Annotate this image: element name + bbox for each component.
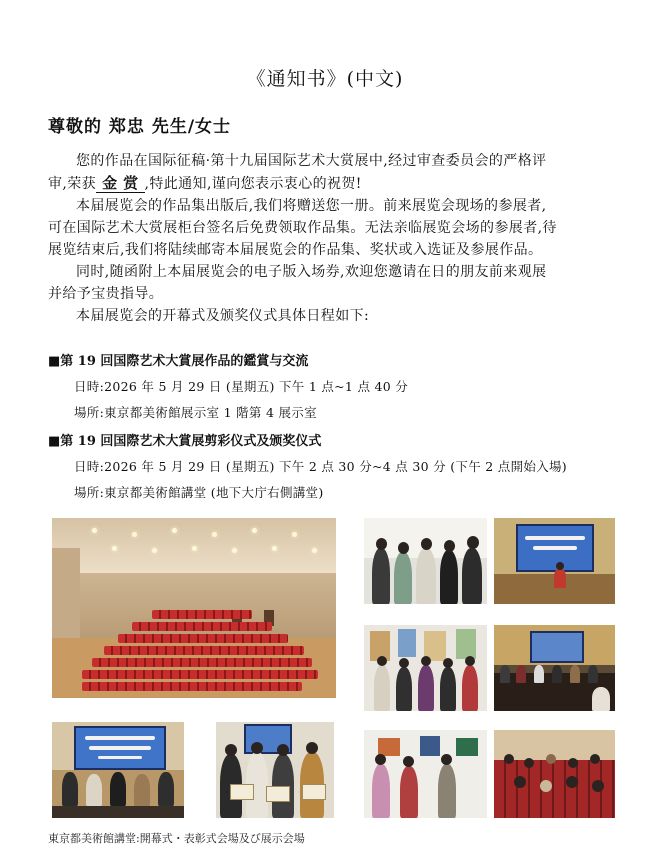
gallery-group-photo xyxy=(364,518,487,604)
audience-photo xyxy=(494,730,615,818)
section1-heading: ■第 19 回国際艺术大賞展作品的鑑賞与交流 xyxy=(48,354,309,369)
section2-datetime: 日時:2026 年 5 月 29 日 (星期五) 下午 2 点 30 分~4 点 30 分 (下午 2 点開始入場) xyxy=(74,459,567,474)
gallery-visitors-photo xyxy=(364,730,487,818)
award-presentation-photo xyxy=(52,722,184,818)
section1-datetime: 日時:2026 年 5 月 29 日 (星期五) 下午 1 点~1 点 40 分 xyxy=(74,379,409,394)
section2-heading: ■第 19 回国際艺术大賞展剪彩仪式及颁奖仪式 xyxy=(48,434,322,449)
certificate-winners-photo xyxy=(216,722,334,818)
ceremony-stage-photo xyxy=(494,625,615,711)
para1-line2-pre: 审,荣获 xyxy=(48,176,97,192)
para1-line1: 您的作品在国际征稿·第十九届国际艺术大赏展中,经过审查委员会的严格评 xyxy=(76,153,547,169)
document-title: 《通知书》(中文) xyxy=(246,68,404,90)
para3-line2: 并给予宝贵指导。 xyxy=(48,286,164,302)
para2-line1: 本届展览会的作品集出版后,我们将赠送您一册。前来展览会现场的参展者, xyxy=(76,198,547,214)
award-name: 金 赏 xyxy=(96,174,144,193)
section2-venue: 場所:東京都美術館講堂 (地下大庁右側講堂) xyxy=(74,485,324,500)
stage-screen-photo xyxy=(494,518,615,604)
photo-caption: 東京都美術館講堂:開幕式・表彰式会場及び展示会場 xyxy=(48,832,305,845)
para2-line3: 展览结束后,我们将陆续邮寄本届展览会的作品集、奖状或入选证及参展作品。 xyxy=(48,242,543,258)
para1-line2-post: ,特此通知,谨向您表示衷心的祝贺! xyxy=(144,176,362,192)
para2-line2: 可在国际艺术大赏展柜台签名后免费领取作品集。无法亲临展览会场的参展者,待 xyxy=(48,220,557,236)
auditorium-photo xyxy=(52,518,336,698)
salutation: 尊敬的 郑忠 先生/女士 xyxy=(48,117,232,137)
para3-line1: 同时,随函附上本届展览会的电子版入场券,欢迎您邀请在日的朋友前来观展 xyxy=(76,264,547,280)
para1-line2 xyxy=(48,172,608,195)
artwork-group-photo xyxy=(364,625,487,711)
para4: 本届展览会的开幕式及颁奖仪式具体日程如下: xyxy=(76,308,370,324)
notice-body xyxy=(48,150,608,327)
section1-venue: 場所:東京都美術館展示室 1 階第 4 展示室 xyxy=(74,405,317,420)
